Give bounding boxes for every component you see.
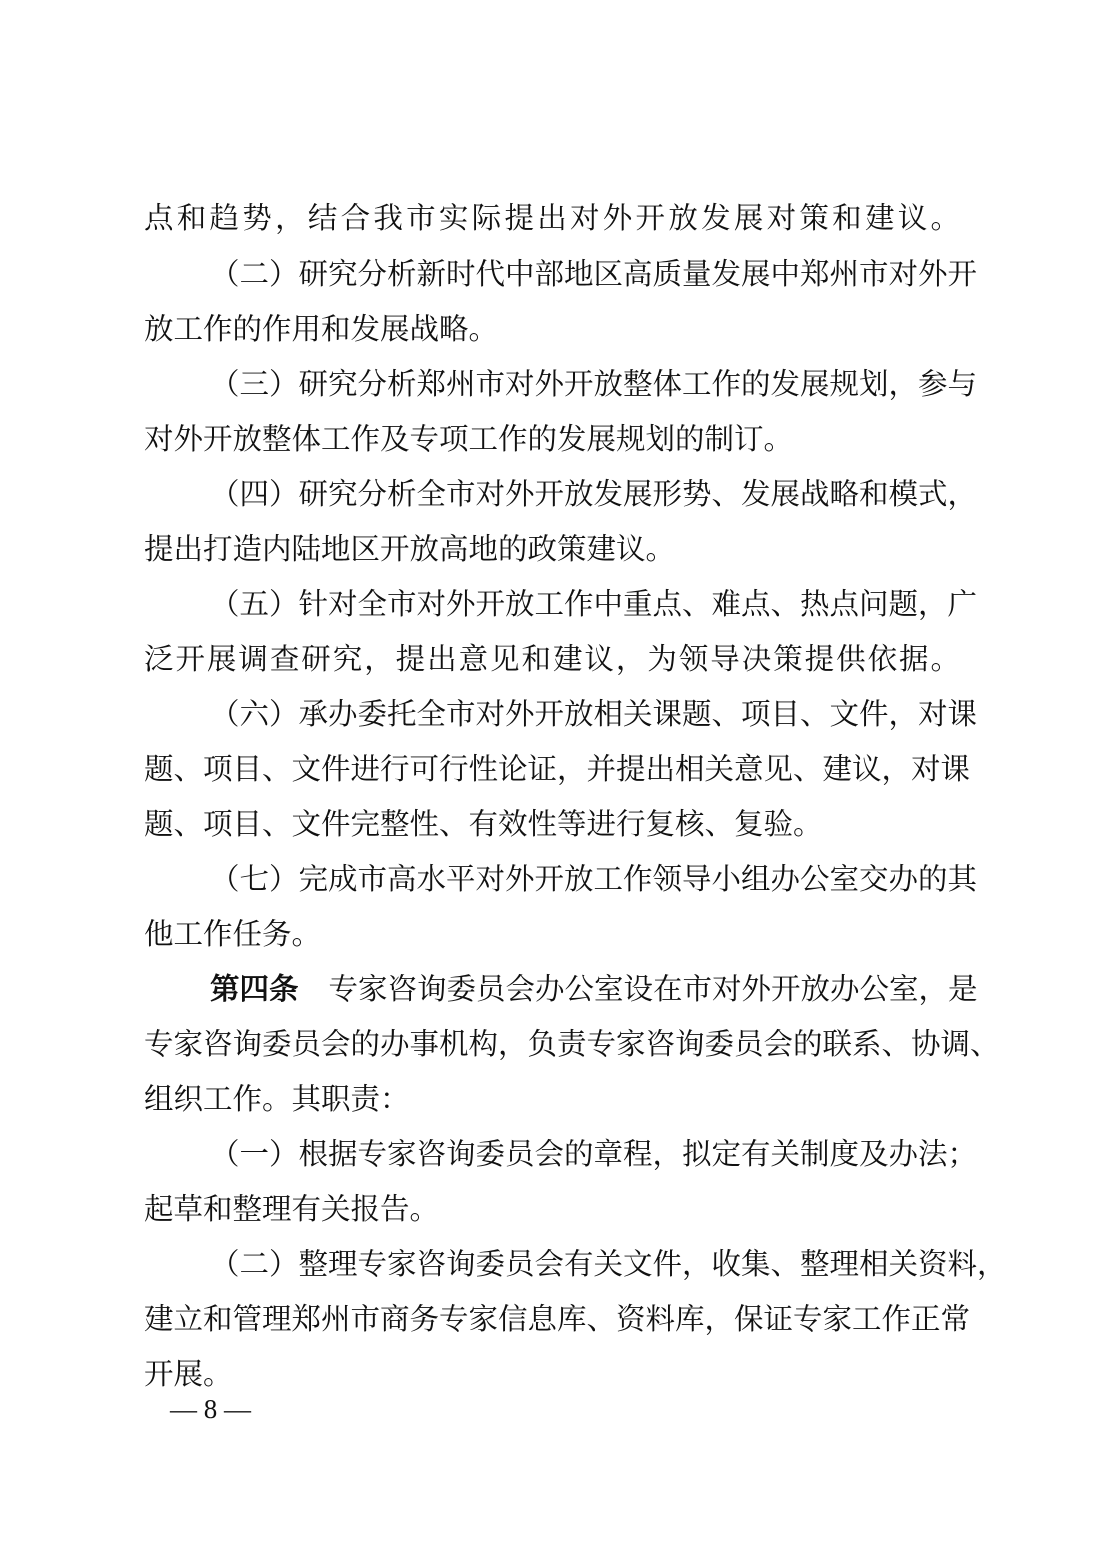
article-heading-line <box>210 969 978 1009</box>
text-line: （五）针对全市对外开放工作中重点、难点、热点问题，广 <box>210 587 978 621</box>
text-line: 题、项目、文件进行可行性论证，并提出相关意见、建议，对课 <box>144 752 971 786</box>
text-line: 点和趋势，结合我市实际提出对外开放发展对策和建议。 <box>144 201 960 235</box>
text-line: （四）研究分析全市对外开放发展形势、发展战略和模式， <box>210 477 978 511</box>
text-line: 专家咨询委员会的办事机构，负责专家咨询委员会的联系、协调、 <box>144 1027 1000 1061</box>
text-line: 提出打造内陆地区开放高地的政策建议。 <box>144 532 676 566</box>
text-line: 对外开放整体工作及专项工作的发展规划的制订。 <box>144 422 794 456</box>
text-line: 专家咨询委员会办公室设在市对外开放办公室，是 <box>328 972 978 1006</box>
text-line: 题、项目、文件完整性、有效性等进行复核、复验。 <box>144 807 823 841</box>
text-line: （六）承办委托全市对外开放相关课题、项目、文件，对课 <box>210 697 978 731</box>
text-line: （三）研究分析郑州市对外开放整体工作的发展规划，参与 <box>210 367 978 401</box>
text-line: 组织工作。其职责： <box>144 1082 410 1116</box>
page-number: — 8 — <box>170 1394 251 1424</box>
text-line: （二）整理专家咨询委员会有关文件，收集、整理相关资料， <box>210 1247 1007 1281</box>
text-line: （一）根据专家咨询委员会的章程，拟定有关制度及办法； <box>210 1137 978 1171</box>
text-line: 建立和管理郑州市商务专家信息库、资料库，保证专家工作正常 <box>144 1302 971 1336</box>
text-line: （二）研究分析新时代中部地区高质量发展中郑州市对外开 <box>210 257 978 291</box>
article-label: 第四条 <box>210 972 299 1006</box>
text-line: 放工作的作用和发展战略。 <box>144 312 499 346</box>
text-line: 开展。 <box>144 1357 233 1391</box>
text-line: 起草和整理有关报告。 <box>144 1192 440 1226</box>
text-line: 他工作任务。 <box>144 917 322 951</box>
text-line: 泛开展调查研究，提出意见和建议，为领导决策提供依据。 <box>144 642 960 676</box>
text-line: （七）完成市高水平对外开放工作领导小组办公室交办的其 <box>210 862 978 896</box>
